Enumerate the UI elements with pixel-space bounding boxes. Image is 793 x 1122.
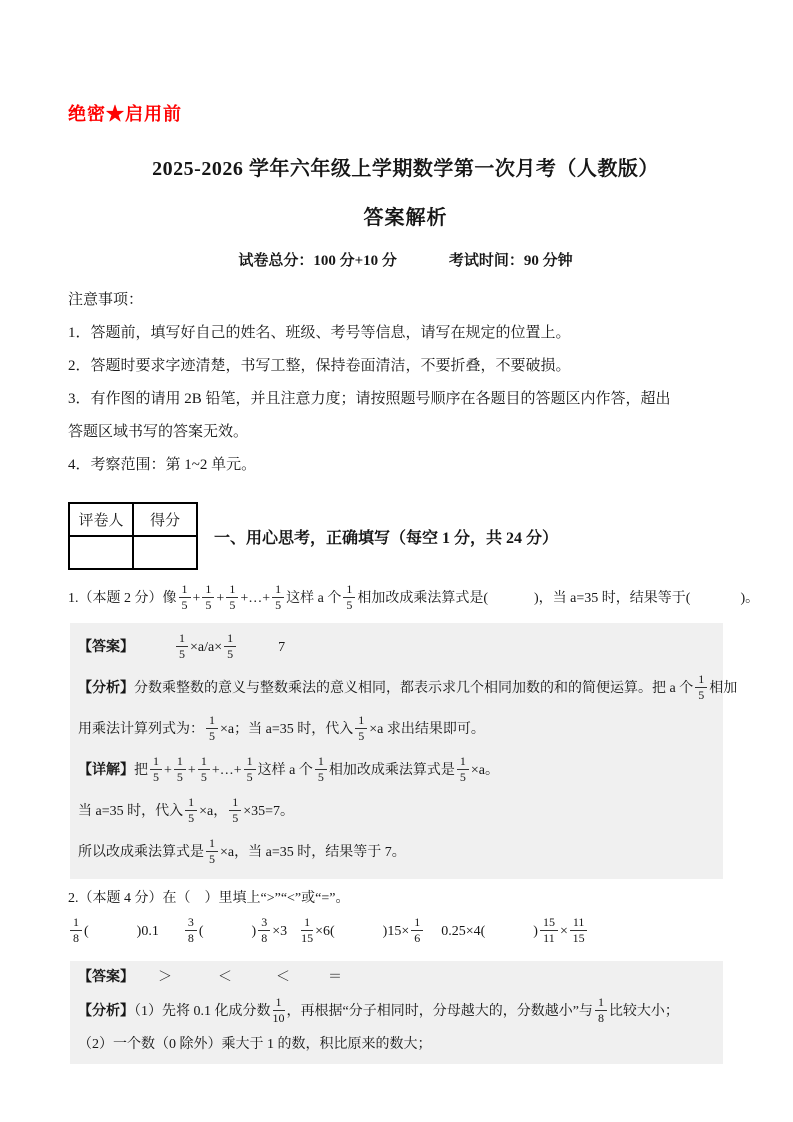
blank-gap bbox=[690, 601, 740, 602]
fraction: $\frac{15}{11}$ bbox=[540, 916, 558, 946]
security-label: 绝密★启用前 bbox=[68, 104, 182, 124]
q1-answer-box bbox=[70, 623, 738, 879]
note-item-1: 1．答题前，填写好自己的姓名、班级、考号等信息，请写在规定的位置上。 bbox=[68, 325, 571, 341]
fraction: $\frac{1}{5}$ bbox=[206, 837, 218, 867]
section-1-heading: 一、用心思考，正确填写（每空 1 分，共 24 分） bbox=[214, 529, 559, 547]
grader-score-header: 得分 bbox=[133, 503, 197, 536]
fraction: $\frac{1}{10}$ bbox=[272, 994, 285, 1025]
question-2 bbox=[68, 887, 743, 1064]
fraction: $\frac{1}{6}$ bbox=[411, 916, 423, 946]
q2-analysis-label: 【分析】 bbox=[78, 1004, 134, 1019]
fraction: $\frac{11}{15}$ bbox=[570, 916, 588, 946]
fraction: $\frac{3}{8}$ bbox=[258, 916, 270, 946]
q1-detail-content1: 把 $\frac{1}{5}$ + $\frac{1}{5}$ + $\frac{1}{5}$ +…+ $\frac{1}{5}$ 这样 a 个 $\frac{1}{5}$ 相加改成乘法算式是 $\frac{1}{5}$ ×a。 bbox=[134, 753, 499, 784]
blank-gap bbox=[287, 934, 299, 935]
blank-gap bbox=[335, 934, 383, 935]
q1-analysis-content1: 分数乘整数的意义与整数乘法的意义相同，都表示求几个相同加数的和的简便运算。把 a 个 $\frac{1}{5}$ 相加 bbox=[134, 671, 738, 702]
q2-analysis-line2: （2）一个数（0 除外）乘大于 1 的数，积比原来的数大； bbox=[78, 1037, 432, 1052]
q1-analysis-label: 【分析】 bbox=[78, 681, 134, 696]
notes-heading: 注意事项： bbox=[68, 292, 144, 308]
blank-gap bbox=[159, 934, 183, 935]
answer-key-title: 答案解析 bbox=[363, 207, 448, 229]
fraction: $\frac{3}{8}$ bbox=[185, 916, 197, 946]
q2-answer-label: 【答案】 bbox=[78, 970, 134, 985]
blank-gap bbox=[425, 934, 441, 935]
blank-gap bbox=[238, 650, 278, 651]
fraction: $\frac{1}{5}$ bbox=[226, 583, 238, 613]
q1-detail-line1 bbox=[78, 750, 715, 791]
blank-gap bbox=[488, 601, 534, 602]
fraction: $\frac{1}{5}$ bbox=[244, 755, 256, 785]
blank-gap bbox=[172, 980, 218, 981]
fraction: $\frac{1}{5}$ bbox=[198, 755, 210, 785]
blank-gap bbox=[134, 650, 174, 651]
q1-analysis-line1 bbox=[78, 668, 738, 709]
grader-score-table bbox=[68, 502, 198, 570]
q1-answer-row bbox=[78, 627, 715, 668]
fraction: $\frac{1}{5}$ bbox=[315, 755, 327, 785]
note-item-4: 4．考察范围：第 1~2 单元。 bbox=[68, 457, 257, 473]
fraction: $\frac{1}{5}$ bbox=[229, 796, 241, 826]
fraction: $\frac{1}{5}$ bbox=[176, 632, 188, 662]
fraction: $\frac{1}{5}$ bbox=[343, 583, 355, 613]
q1-answer-content: $\frac{1}{5}$ ×a/a× $\frac{1}{5}$ 7 bbox=[134, 640, 285, 655]
fraction: $\frac{1}{15}$ bbox=[301, 914, 314, 945]
q1-stem: 1.（本题 2 分）像 $\frac{1}{5}$ + $\frac{1}{5}$ + $\frac{1}{5}$ +…+ $\frac{1}{5}$ 这样 a 个 $\frac{1}{5}$ 相加改成乘法算式是( )，当 a=35 时，结果等于( )。 bbox=[68, 581, 760, 612]
fraction: $\frac{1}{5}$ bbox=[224, 632, 236, 662]
fraction: $\frac{1}{5}$ bbox=[206, 714, 218, 744]
q1-detail-line2: 当 a=35 时，代入 $\frac{1}{5}$ ×a， $\frac{1}{5}$ ×35=7。 bbox=[78, 794, 295, 825]
exam-time-text: 考试时间：90 分钟 bbox=[448, 253, 573, 269]
fraction: $\frac{1}{5}$ bbox=[272, 583, 284, 613]
blank-gap bbox=[134, 980, 158, 981]
note-item-3-line1: 3．有作图的请用 2B 铅笔，并且注意力度；请按照题号顺序在各题目的答题区内作答，超出 bbox=[68, 391, 671, 407]
fraction: $\frac{1}{5}$ bbox=[355, 714, 367, 744]
fraction: $\frac{1}{5}$ bbox=[174, 755, 186, 785]
grader-table-and-heading bbox=[68, 502, 743, 570]
fraction: $\frac{1}{5}$ bbox=[695, 673, 707, 703]
fraction: $\frac{1}{5}$ bbox=[457, 755, 469, 785]
notes-section bbox=[68, 284, 743, 482]
q1-analysis-line2: 用乘法计算列式为： $\frac{1}{5}$ ×a；当 a=35 时，代入 $\frac{1}{5}$ ×a 求出结果即可。 bbox=[78, 712, 485, 743]
q1-detail-line3: 所以改成乘法算式是 $\frac{1}{5}$ ×a，当 a=35 时，结果等于 7。 bbox=[78, 835, 406, 866]
grader-score-cell bbox=[133, 536, 197, 569]
grader-reviewer-header: 评卷人 bbox=[69, 503, 133, 536]
q2-answer-box bbox=[70, 961, 723, 1064]
fraction: $\frac{1}{8}$ bbox=[70, 916, 82, 946]
q1-detail-label: 【详解】 bbox=[78, 763, 134, 778]
blank-gap bbox=[485, 934, 533, 935]
q2-answer-row bbox=[78, 965, 715, 991]
grader-reviewer-cell bbox=[69, 536, 133, 569]
fraction: $\frac{1}{8}$ bbox=[595, 996, 607, 1026]
fraction: $\frac{1}{5}$ bbox=[179, 583, 191, 613]
total-score-text: 试卷总分：100 分+10 分 bbox=[238, 253, 397, 269]
q1-answer-label: 【答案】 bbox=[78, 640, 134, 655]
note-item-3-line2: 答题区域书写的答案无效。 bbox=[68, 424, 249, 440]
blank-gap bbox=[204, 934, 252, 935]
q2-stem: 2.（本题 4 分）在（ ）里填上“>”“<”或“=”。 bbox=[68, 891, 350, 906]
blank-gap bbox=[290, 980, 328, 981]
q2-comparison-row: $\frac{1}{8}$ ( )0.1 $\frac{3}{8}$ ( ) $\frac{3}{8}$ ×3 $\frac{1}{15}$ ×6( )15× $\frac{1}{6}$ 0.25×4( ) $\frac{15}{11}$ × $\frac{11}{15}$ bbox=[68, 911, 743, 952]
q2-analysis-content1: （1）先将 0.1 化成分数 $\frac{1}{10}$ ，再根据“分子相同时，分母越大的，分数越小”与 $\frac{1}{8}$ 比较大小； bbox=[134, 994, 679, 1025]
q2-answer-content: ＞ ＜ ＜ ＝ bbox=[134, 970, 342, 985]
note-item-2: 2．答题时要求字迹清楚，书写工整，保持卷面清洁，不要折叠，不要破损。 bbox=[68, 358, 571, 374]
fraction: $\frac{1}{5}$ bbox=[202, 583, 214, 613]
score-time-line bbox=[68, 249, 743, 270]
exam-title: 2025-2026 学年六年级上学期数学第一次月考（人教版） bbox=[152, 158, 659, 180]
fraction: $\frac{1}{5}$ bbox=[150, 755, 162, 785]
blank-gap bbox=[232, 980, 276, 981]
fraction: $\frac{1}{5}$ bbox=[185, 796, 197, 826]
q2-analysis-line1 bbox=[78, 991, 715, 1032]
question-1 bbox=[68, 578, 760, 879]
blank-gap bbox=[89, 934, 137, 935]
